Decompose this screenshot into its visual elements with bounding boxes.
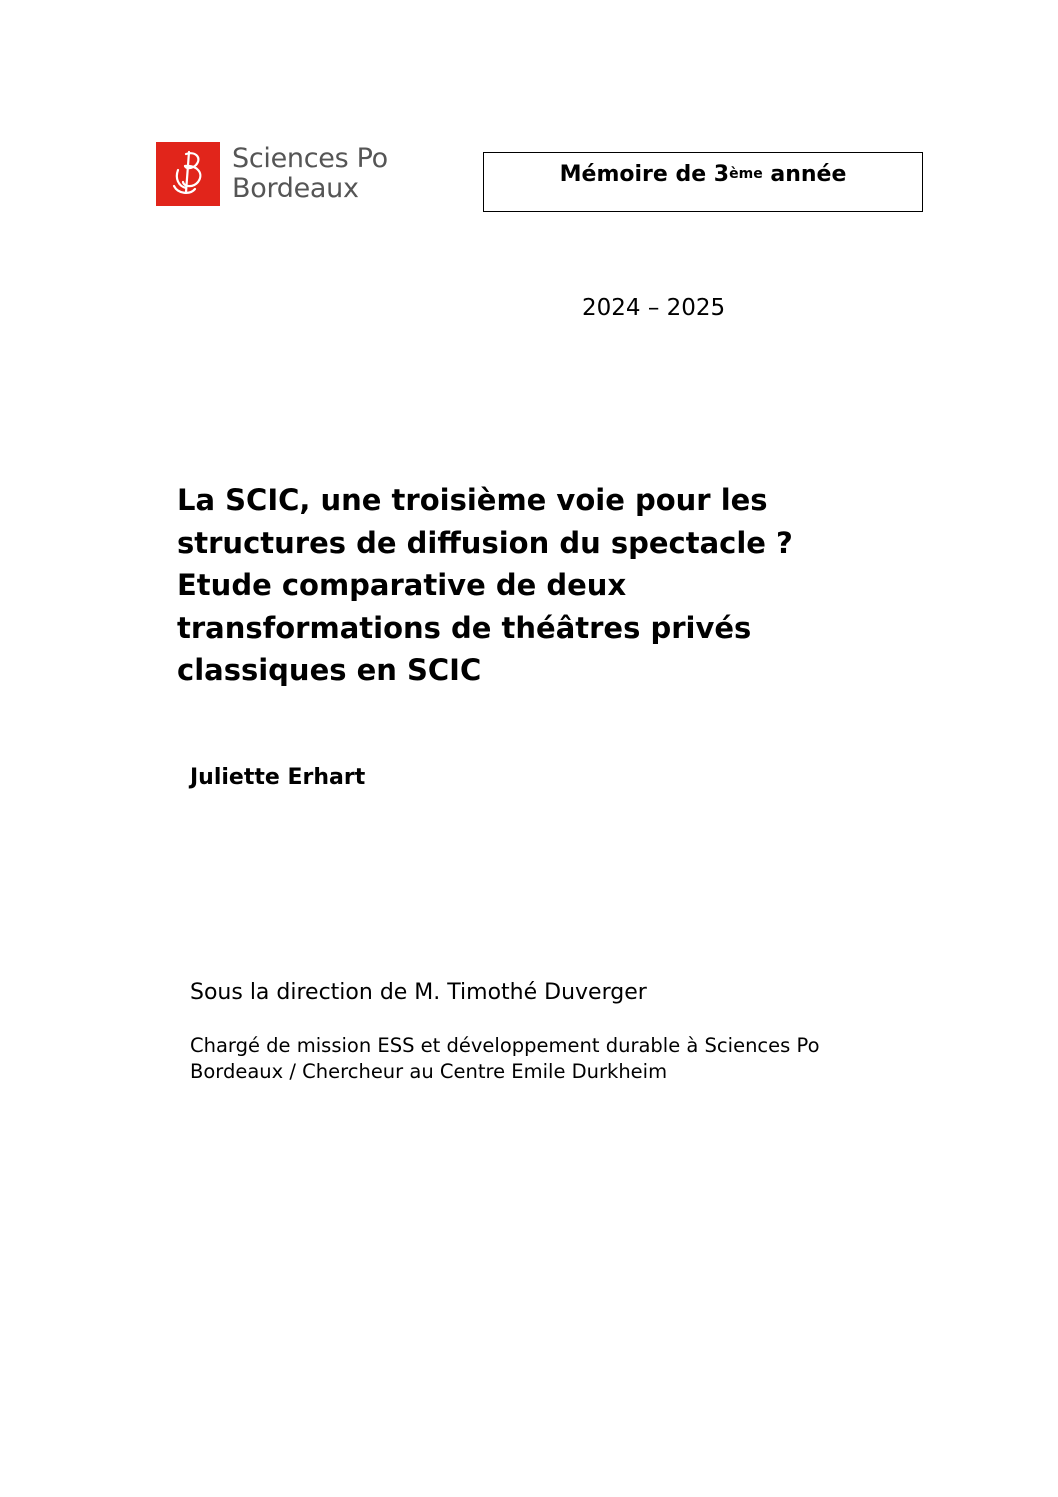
title-line: Etude comparative de deux	[177, 568, 627, 602]
thesis-title	[177, 479, 917, 692]
logo-line-1: Sciences Po	[232, 143, 388, 174]
supervisor-role-line: Bordeaux / Chercheur au Centre Emile Durkheim	[190, 1060, 668, 1083]
sciences-po-bordeaux-logo-icon	[156, 142, 220, 206]
logo-wordmark	[232, 144, 388, 204]
supervision-line: Sous la direction de M. Timothé Duverger	[190, 980, 647, 1005]
academic-year: 2024 – 2025	[582, 295, 726, 321]
thesis-type-text: Mémoire de 3	[559, 161, 730, 187]
title-line: structures de diffusion du spectacle ?	[177, 525, 793, 560]
title-line: La SCIC, une troisième voie pour les	[177, 483, 768, 517]
thesis-type-box	[483, 152, 923, 212]
thesis-type-text-end: année	[762, 161, 847, 187]
supervisor-role	[190, 1033, 950, 1085]
author-name: Juliette Erhart	[190, 765, 366, 790]
supervisor-role-line: Chargé de mission ESS et développement durable à Sciences Po	[190, 1034, 820, 1057]
logo-line-2: Bordeaux	[232, 173, 359, 204]
title-line: transformations de théâtres privés	[177, 610, 752, 645]
title-line: classiques en SCIC	[177, 653, 482, 687]
institution-logo	[156, 142, 388, 206]
thesis-type-superscript: ème	[729, 166, 763, 182]
